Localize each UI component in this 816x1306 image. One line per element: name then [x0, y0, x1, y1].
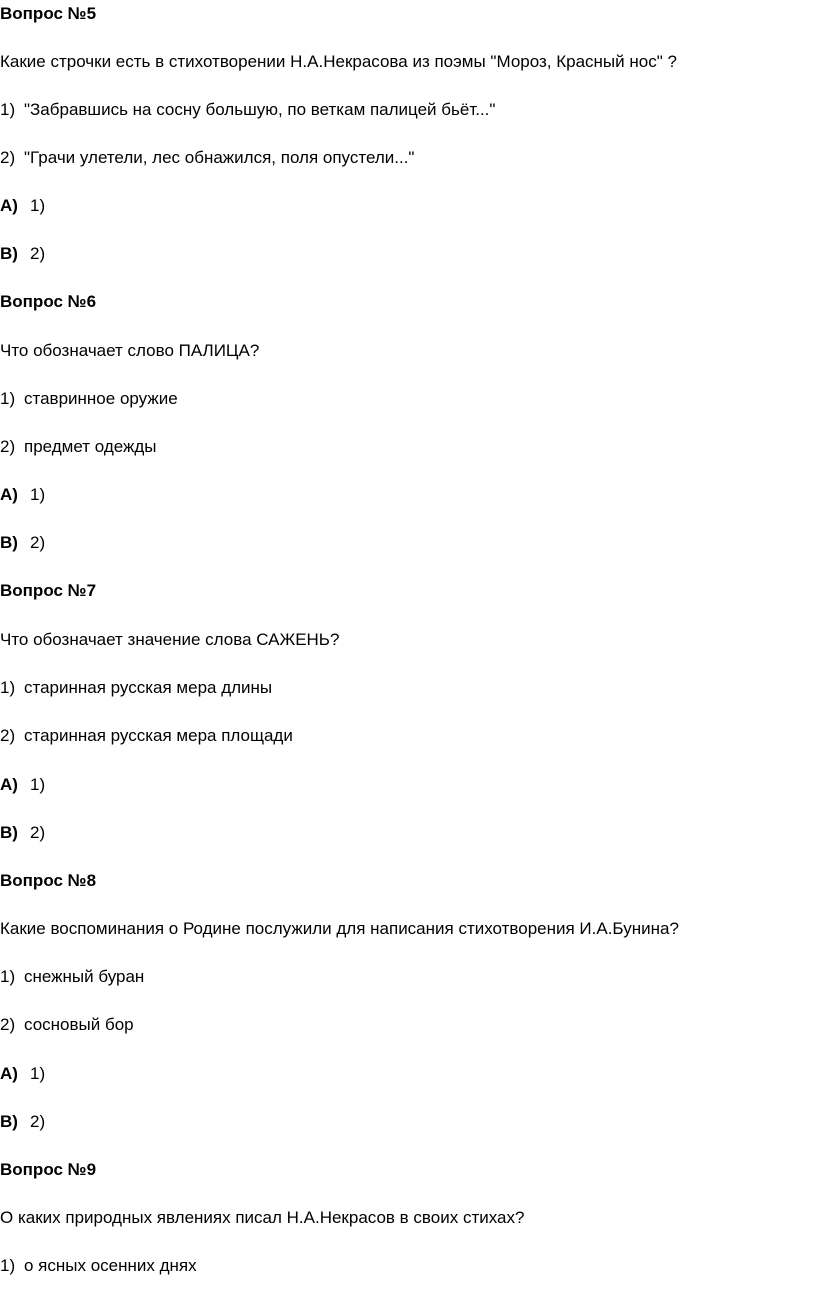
- question-6-heading: Вопрос №6: [0, 292, 97, 311]
- question-6-text: Что обозначает слово ПАЛИЦА?: [0, 341, 260, 360]
- question-7-text: Что обозначает значение слова САЖЕНЬ?: [0, 630, 340, 649]
- question-5-answer-a: [0, 195, 45, 217]
- option-text: "Забравшись на сосну большую, по веткам палицей бьёт...": [24, 100, 496, 119]
- question-6-option-2: [0, 436, 157, 458]
- question-8-answer-a: [0, 1063, 45, 1085]
- question-7-answer-b: [0, 822, 45, 844]
- option-text: "Грачи улетели, лес обнажился, поля опустели...": [24, 148, 415, 167]
- question-5-answer-b: [0, 243, 45, 265]
- option-text: снежный буран: [24, 967, 145, 986]
- question-8-option-2: [0, 1014, 134, 1036]
- option-number: 1): [0, 389, 16, 408]
- question-7-answer-a: [0, 774, 45, 796]
- question-5-option-2: [0, 147, 414, 169]
- answer-value: 1): [30, 775, 46, 794]
- option-number: 1): [0, 100, 16, 119]
- answer-value: 2): [30, 533, 46, 552]
- question-9-text: О каких природных явлениях писал Н.А.Некрасов в своих стихах?: [0, 1208, 525, 1227]
- option-number: 1): [0, 1256, 16, 1275]
- question-8-heading: Вопрос №8: [0, 871, 97, 890]
- option-number: 1): [0, 678, 16, 697]
- answer-letter: B): [0, 823, 18, 842]
- option-number: 1): [0, 967, 16, 986]
- answer-letter: B): [0, 533, 18, 552]
- question-9-heading: Вопрос №9: [0, 1160, 97, 1179]
- question-6-option-1: [0, 388, 178, 410]
- option-number: 2): [0, 148, 16, 167]
- question-5-text: Какие строчки есть в стихотворении Н.А.Некрасова из поэмы "Мороз, Красный нос" ?: [0, 52, 677, 71]
- option-text: ставринное оружие: [24, 389, 178, 408]
- answer-value: 2): [30, 1112, 46, 1131]
- option-number: 2): [0, 437, 16, 456]
- option-number: 2): [0, 1015, 16, 1034]
- answer-value: 1): [30, 485, 46, 504]
- answer-value: 2): [30, 244, 46, 263]
- option-text: старинная русская мера длины: [24, 678, 273, 697]
- option-text: о ясных осенних днях: [24, 1256, 197, 1275]
- question-7-option-1: [0, 677, 272, 699]
- question-8-text: Какие воспоминания о Родине послужили для написания стихотворения И.А.Бунина?: [0, 919, 679, 938]
- question-7-option-2: [0, 725, 293, 747]
- question-8-option-1: [0, 966, 144, 988]
- answer-letter: A): [0, 485, 18, 504]
- option-text: предмет одежды: [24, 437, 157, 456]
- question-7-heading: Вопрос №7: [0, 581, 97, 600]
- answer-value: 2): [30, 823, 46, 842]
- answer-letter: B): [0, 244, 18, 263]
- answer-value: 1): [30, 196, 46, 215]
- answer-letter: B): [0, 1112, 18, 1131]
- question-6-answer-a: [0, 484, 45, 506]
- question-6-answer-b: [0, 532, 45, 554]
- answer-letter: A): [0, 196, 18, 215]
- answer-letter: A): [0, 775, 18, 794]
- question-8-answer-b: [0, 1111, 45, 1133]
- option-text: сосновый бор: [24, 1015, 134, 1034]
- question-9-option-1: [0, 1255, 197, 1277]
- option-text: старинная русская мера площади: [24, 726, 293, 745]
- option-number: 2): [0, 726, 16, 745]
- answer-value: 1): [30, 1064, 46, 1083]
- answer-letter: A): [0, 1064, 18, 1083]
- question-5-heading: Вопрос №5: [0, 4, 97, 23]
- question-5-option-1: [0, 99, 495, 121]
